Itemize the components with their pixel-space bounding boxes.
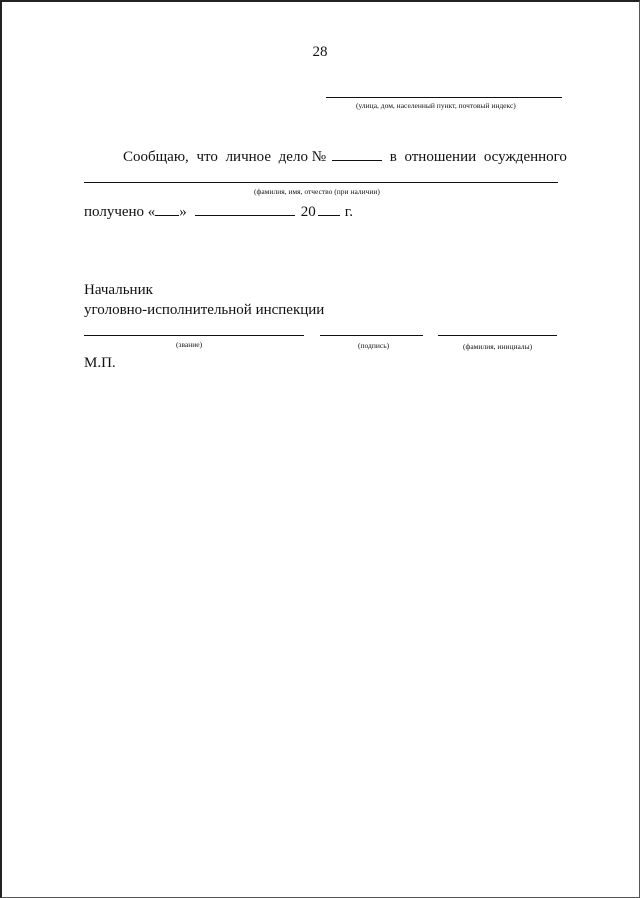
convict-name-line[interactable] [84,182,558,183]
name-line[interactable] [438,335,557,336]
year-prefix: 20 [300,204,316,220]
page-number: 28 [312,44,328,60]
signature-caption: (подпись) [358,341,390,350]
rank-line[interactable] [84,335,304,336]
sentence-word: в [389,149,397,165]
close-quote: » [179,204,187,220]
sentence-word: Сообщаю, [123,149,189,165]
month-blank[interactable] [195,203,295,216]
rank-caption: (звание) [176,340,203,349]
case-number-blank[interactable] [332,148,382,161]
signatory-title-line2: уголовно-исполнительной инспекции [84,302,325,318]
signatory-title-line1: Начальник [84,282,153,298]
notification-sentence [123,148,567,166]
name-caption: (фамилия, инициалы) [463,342,533,351]
year-blank[interactable] [318,203,340,216]
sentence-word: отношении [404,149,477,165]
sentence-word: что [196,149,218,165]
fio-caption: (фамилия, имя, отчество (при наличии) [254,187,380,196]
received-date-line [84,203,353,221]
signature-line[interactable] [320,335,423,336]
address-caption: (улица, дом, населенный пункт, почтовый индекс) [356,101,516,110]
day-blank[interactable] [155,203,179,216]
received-label: получено « [84,204,156,220]
address-line [326,97,562,98]
stamp-label: М.П. [84,355,116,371]
sentence-word: осужденного [483,149,567,165]
case-number-group [279,148,382,166]
sentence-word: дело № [278,149,327,165]
sentence-word: личное [225,149,271,165]
year-suffix: г. [344,204,354,220]
